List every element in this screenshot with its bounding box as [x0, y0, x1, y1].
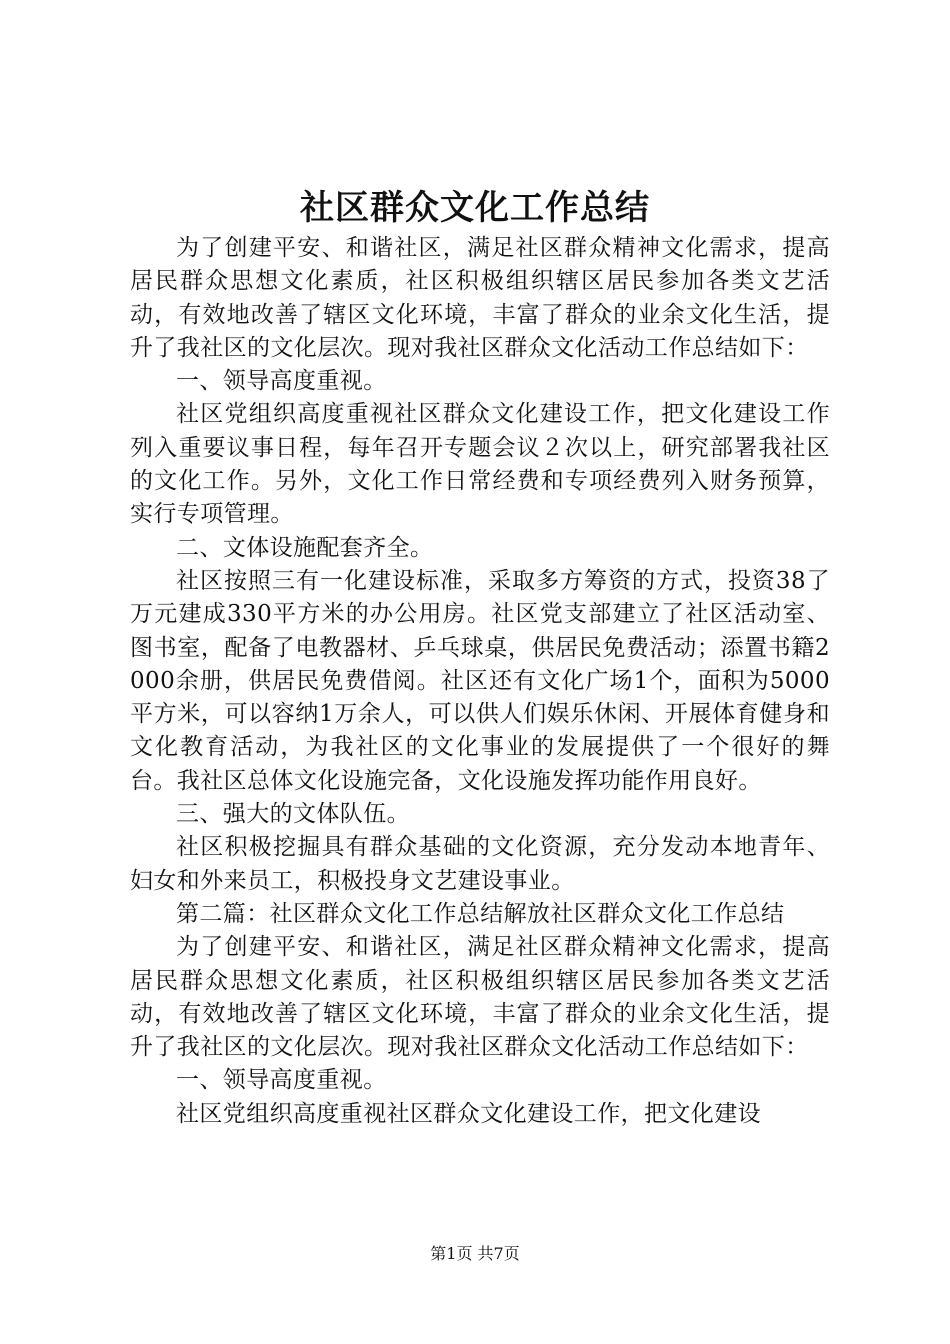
section-heading-1-repeat: 一、领导高度重视。 [176, 1067, 387, 1094]
paragraph-facilities: 社区按照三有一化建设标准，采取多方筹资的方式，投资38了万元建成330平方米的办公用房。社区党支部建立了社区活动室、图书室，配备了电教器材、乒乓球桌，供居民免费活动；添置书籍2000余册，供居民免费借阅。社区还有文化广场1个，面积为5000平方米，可以容纳1万余人，可以供人们娱乐休闲、开展体育健身和文化教育活动，为我社区的文化事业的发展提供了一个很好的舞台。我社区总体文化设施完备，文化设施发挥功能作用良好。 [130, 567, 830, 794]
section-heading-2: 二、文体设施配套齐全。 [176, 534, 434, 561]
paragraph-team: 社区积极挖掘具有群众基础的文化资源，充分发动本地青年、妇女和外来员工，积极投身文艺建设事业。 [130, 834, 830, 894]
section-heading-1: 一、领导高度重视。 [176, 368, 387, 395]
paragraph-intro: 为了创建平安、和谐社区，满足社区群众精神文化需求，提高居民群众思想文化素质，社区积极组织辖区居民参加各类文艺活动，有效地改善了辖区文化环境，丰富了群众的业余文化生活，提升了我社区的文化层次。现对我社区群众文化活动工作总结如下： [130, 235, 830, 361]
part-two-heading: 第二篇：社区群众文化工作总结解放社区群众文化工作总结 [176, 900, 785, 927]
paragraph-intro-repeat: 为了创建平安、和谐社区，满足社区群众精神文化需求，提高居民群众思想文化素质，社区积极组织辖区居民参加各类文艺活动，有效地改善了辖区文化环境，丰富了群众的业余文化生活，提升了我社区的文化层次。现对我社区群众文化活动工作总结如下： [130, 934, 830, 1061]
paragraph-leadership: 社区党组织高度重视社区群众文化建设工作，把文化建设工作列入重要议事日程，每年召开专题会议２次以上，研究部署我社区的文化工作。另外，文化工作日常经费和专项经费列入财务预算，实行专项管理。 [130, 401, 830, 528]
paragraph-leadership-partial: 社区党组织高度重视社区群众文化建设工作，把文化建设 [176, 1100, 761, 1127]
document-title: 社区群众文化工作总结 [300, 188, 650, 228]
document-body [130, 232, 830, 1131]
section-heading-3: 三、强大的文体队伍。 [176, 801, 410, 828]
page-number-footer: 第1页 共7页 [430, 1244, 520, 1263]
